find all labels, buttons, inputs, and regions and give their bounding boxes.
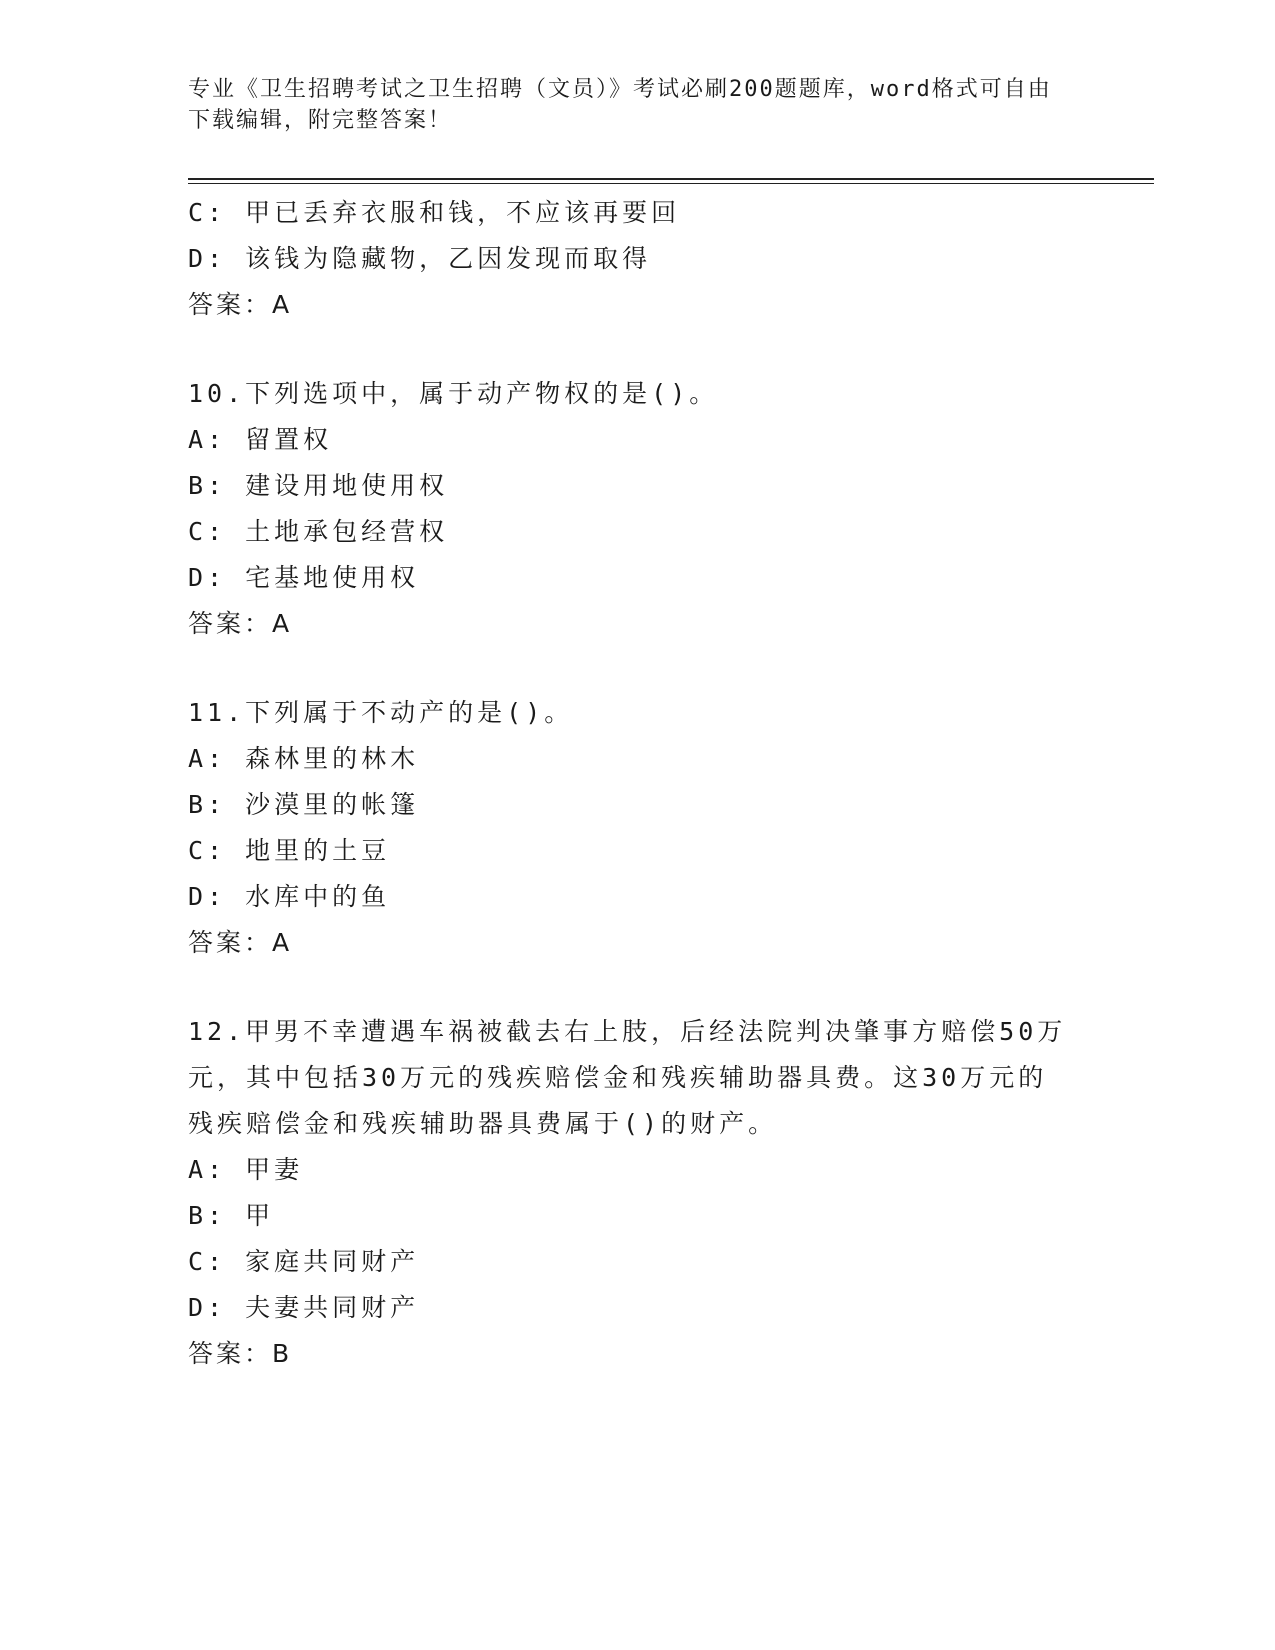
question-11	[188, 690, 1088, 966]
option-a: A: 森林里的林木	[188, 744, 420, 773]
question-10	[188, 371, 1088, 647]
question-stem: 10.下列选项中，属于动产物权的是()。	[188, 379, 719, 408]
answer-line: 答案：B	[188, 1339, 293, 1368]
option-b: B: 建设用地使用权	[188, 471, 449, 500]
question-12	[188, 1009, 1088, 1377]
option-c: C: 家庭共同财产	[188, 1247, 420, 1276]
option-b: B: 甲	[188, 1201, 275, 1230]
option-d: D: 水库中的鱼	[188, 882, 391, 911]
option-c: C: 地里的土豆	[188, 836, 391, 865]
option-c: C: 甲已丢弃衣服和钱，不应该再要回	[188, 198, 681, 227]
answer-line: 答案：A	[188, 609, 293, 638]
header-rule-thick	[188, 178, 1154, 180]
option-d: D: 夫妻共同财产	[188, 1293, 420, 1322]
answer-line: 答案：A	[188, 290, 293, 319]
header-rule-thin	[188, 183, 1154, 184]
option-d: D: 该钱为隐藏物，乙因发现而取得	[188, 244, 652, 273]
option-b: B: 沙漠里的帐篷	[188, 790, 420, 819]
answer-line: 答案：A	[188, 928, 293, 957]
option-a: A: 留置权	[188, 425, 333, 454]
document-header: 专业《卫生招聘考试之卫生招聘（文员）》考试必刷200题题库，word格式可自由下载编辑，附完整答案！	[188, 77, 1052, 133]
document-body	[188, 190, 1088, 1377]
option-c: C: 土地承包经营权	[188, 517, 449, 546]
question-stem: 12.甲男不幸遭遇车祸被截去右上肢，后经法院判决肇事方赔偿50万元，其中包括30万元的残疾赔偿金和残疾辅助器具费。这30万元的残疾赔偿金和残疾辅助器具费属于()的财产。	[188, 1017, 1067, 1138]
question-stem: 11.下列属于不动产的是()。	[188, 698, 574, 727]
option-a: A: 甲妻	[188, 1155, 304, 1184]
question-9-continued	[188, 190, 1088, 328]
option-d: D: 宅基地使用权	[188, 563, 420, 592]
